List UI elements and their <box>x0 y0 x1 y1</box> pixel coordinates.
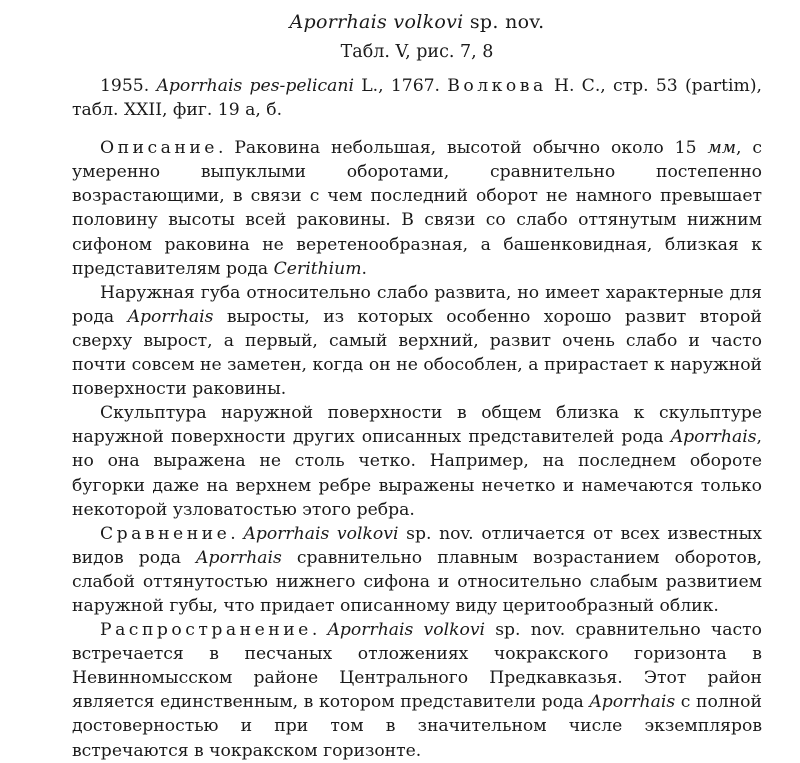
sculpture-text-1: Скульптура наружной поверхности в общем близка к скульптуре наружной поверхности других описанных представителей рода <box>72 403 762 448</box>
lip-text-2: выросты, из которых особенно хорошо развит второй сверху вырост, а первый, самый верхний, развит очень слабо и часто почти совсем не заметен, когда он не обособлен, а прирастает к наружной поверхности раковины. <box>72 306 762 400</box>
synonymy-author-part: L., 1767. <box>353 76 448 96</box>
comparison-genus: Aporrhais <box>196 547 282 568</box>
lip-genus: Aporrhais <box>127 306 214 327</box>
description-text-2: , с умеренно выпуклыми оборотами, сравнительно постепенно возрастающими, в связи с чем последний оборот не намного превышает половину высоты всей раковины. В связи со слабо оттянутым нижним сифоном раковина не веретенообразная, а башенковидная, близкая к представителям рода <box>72 138 762 279</box>
lip-paragraph <box>72 281 762 401</box>
description-text-3: . <box>361 258 368 279</box>
comparison-text-1: . <box>230 523 244 544</box>
description-paragraph <box>72 136 762 281</box>
distribution-species: Aporrhais volkovi <box>327 620 486 641</box>
comparison-species: Aporrhais volkovi <box>243 523 399 544</box>
synonymy-rest: Н. С., стр. 53 (partim), табл. XXII, фиг. 19 а, б. <box>72 76 763 121</box>
comparison-heading: Сравнение <box>100 523 231 544</box>
species-name: Aporrhais volkovi <box>289 11 464 33</box>
species-suffix: sp. nov. <box>463 11 545 33</box>
distribution-paragraph <box>72 618 762 763</box>
sculpture-paragraph <box>72 401 762 521</box>
species-title <box>72 8 762 36</box>
description-genus: Cerithium <box>273 258 362 279</box>
sculpture-genus: Aporrhais <box>670 427 757 448</box>
synonymy-taxon: Aporrhais pes-pelicani <box>156 76 354 96</box>
document-page <box>72 8 762 763</box>
comparison-paragraph <box>72 522 762 618</box>
synonymy-author-name: Волкова <box>447 76 547 96</box>
description-heading: Описание <box>100 138 218 159</box>
description-unit: мм <box>707 138 736 159</box>
plate-reference: Табл. V, рис. 7, 8 <box>340 42 494 62</box>
distribution-text-2: sp. nov. сравнительно часто встречается в песчаных отложениях чокракского горизонта в Невинномысском районе Центрального Предкавказья. Этот район является единственным, в котором представители рода <box>72 620 762 713</box>
sculpture-text-2: , но она выражена не столь четко. Например, на последнем обороте бугорки даже на верхнем ребре выражены нечетко и намечаются только некоторой узловатостью этого ребра. <box>72 427 762 520</box>
distribution-genus: Aporrhais <box>589 692 676 713</box>
lip-text-1: Наружная губа относительно слабо развита, но имеет характерные для рода <box>72 282 762 327</box>
synonymy-year: 1955. <box>100 76 157 96</box>
distribution-text-3: с полной достоверностью и при том в значительном числе экземпляров встречаются в чокракском горизонте. <box>72 692 762 761</box>
distribution-text-1: . <box>311 620 328 641</box>
comparison-text-3: сравнительно плавным возрастанием оборотов, слабой оттянутостью нижнего сифона и относительно слабым развитием наружной губы, что придает описанному виду церитообразный облик. <box>72 547 762 616</box>
description-text-1: . Раковина небольшая, высотой обычно около 15 <box>217 138 708 159</box>
distribution-heading: Распространение <box>100 620 312 641</box>
synonymy-paragraph <box>72 74 762 122</box>
comparison-text-2: sp. nov. отличается от всех известных видов рода <box>72 523 762 568</box>
